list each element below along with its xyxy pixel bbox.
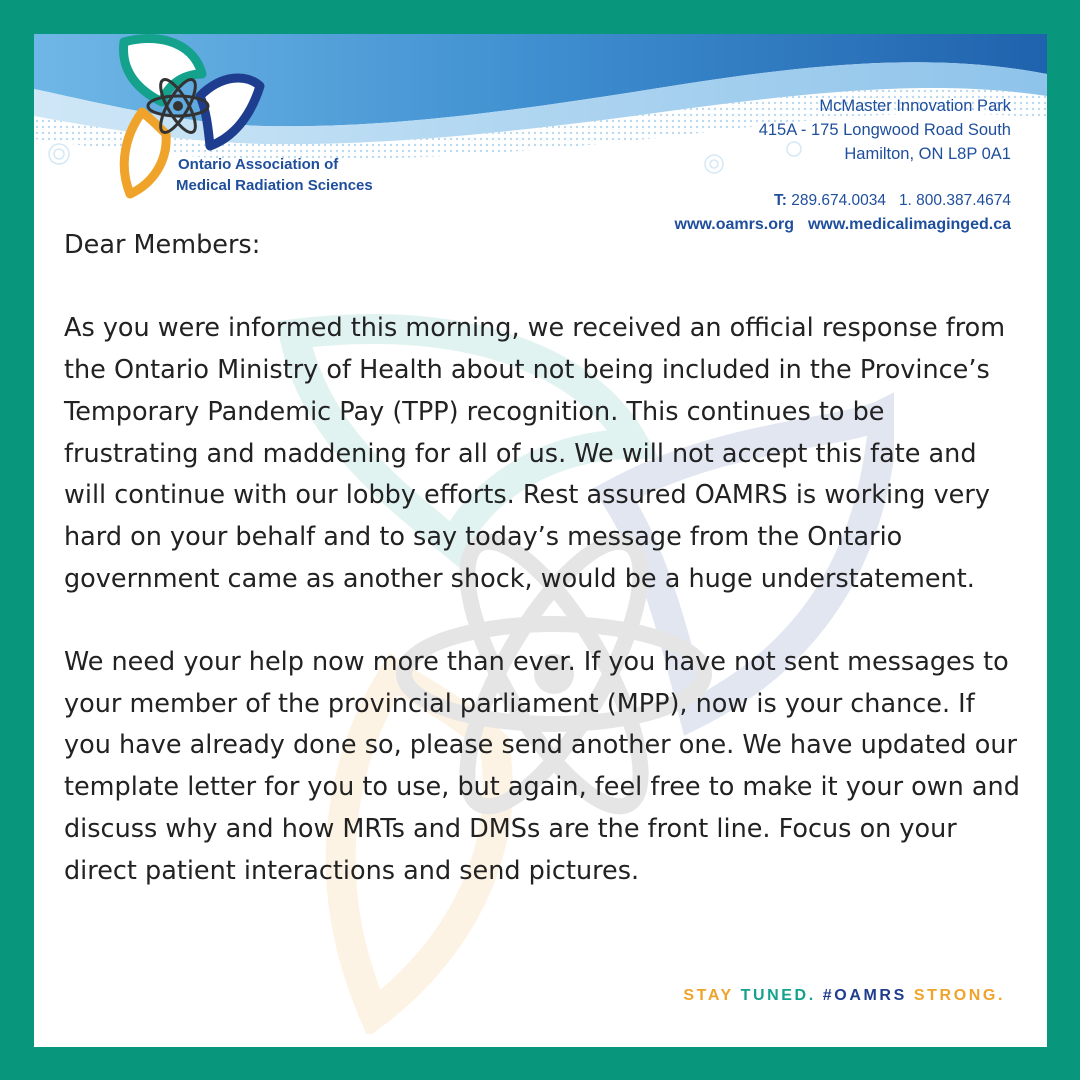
address-line2: 415A - 175 Longwood Road South: [758, 121, 1011, 139]
paragraph-1: As you were informed this morning, we received an official response from the Ontario Ministry of Health about not being included in the Province’s Temporary Pandemic Pay (TPP) recognition. This continues to be frustrating and maddening for all of us. We will not accept this fate and will continue with our lobby efforts. Rest assured OAMRS is working very hard on your behalf and to say today’s message from the Ontario government came as another shock, would be a huge understatement.: [64, 313, 1006, 594]
org-name-line2: Medical Radiation Sciences: [176, 177, 373, 194]
letter-card: [34, 34, 1047, 1047]
address-line1: McMaster Innovation Park: [819, 97, 1011, 115]
tagline-strong: STRONG.: [913, 987, 1005, 1004]
address-block: [759, 94, 1011, 166]
tagline: [683, 987, 1005, 1005]
phone-label: T:: [773, 192, 787, 209]
paragraph-2: We need your help now more than ever. If you have not sent messages to your member of the provincial parliament (MPP), now is your chance. If you have already done so, please send another one. We have updated our template letter for you to use, but again, feel free to make it your own and discuss why and how MRTs and DMSs are the front line. Focus on your direct patient interactions and send pictures.: [64, 647, 1020, 886]
oamrs-atom-leaf-icon: [82, 34, 282, 199]
address-line3: Hamilton, ON L8P 0A1: [844, 145, 1011, 163]
tagline-hashtag: #OAMRS: [822, 987, 907, 1004]
tagline-stay: STAY: [683, 987, 734, 1004]
website-oamrs-link[interactable]: www.oamrs.org: [674, 216, 794, 233]
tagline-tuned: TUNED.: [740, 987, 816, 1004]
org-name-line1: Ontario Association of: [178, 156, 339, 173]
salutation: Dear Members:: [64, 230, 261, 260]
phone-line: [774, 192, 1011, 210]
website-medicalimaginged-link[interactable]: www.medicalimaginged.ca: [807, 216, 1011, 233]
letter-body: [64, 225, 1024, 892]
phone-numbers: 289.674.0034 1. 800.387.4674: [791, 192, 1011, 209]
